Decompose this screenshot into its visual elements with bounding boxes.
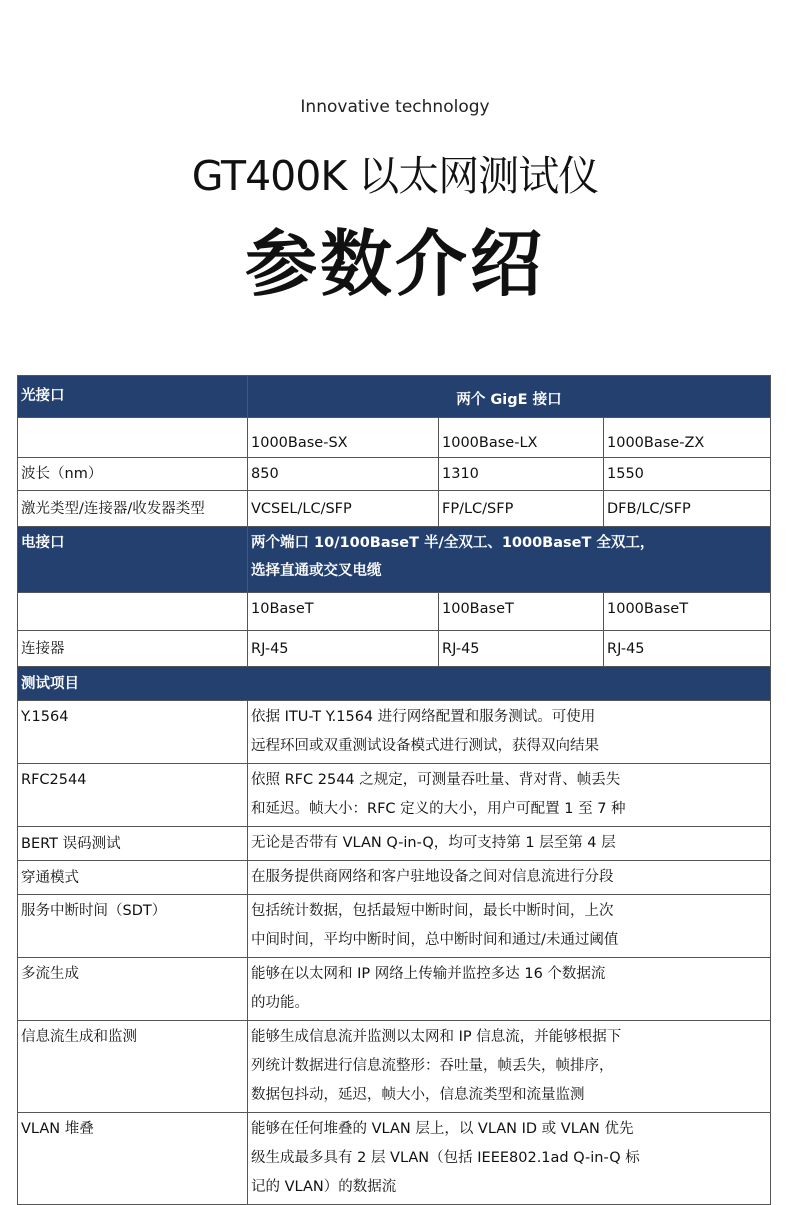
optical-section-label: 光接口 <box>18 376 248 418</box>
optical-row-wavelength <box>18 458 771 491</box>
electrical-col-2: 100BaseT <box>439 593 604 631</box>
test-row <box>18 958 771 1021</box>
optical-row-laser <box>18 491 771 527</box>
row-value: RJ-45 <box>604 631 771 667</box>
test-label: RFC2544 <box>18 764 248 827</box>
test-desc-line: 包括统计数据，包括最短中断时间，最长中断时间，上次 <box>251 903 614 919</box>
electrical-col-3: 1000BaseT <box>604 593 771 631</box>
electrical-section-line-1: 两个端口 10/100BaseT 半/全双工、1000BaseT 全双工， <box>251 535 655 551</box>
row-value: 1550 <box>604 458 771 491</box>
row-value: 1310 <box>439 458 604 491</box>
row-label: 激光类型/连接器/收发器类型 <box>18 491 248 527</box>
optical-cols-row <box>18 418 771 458</box>
test-desc-line: 级生成最多具有 2 层 VLAN（包括 IEEE802.1ad Q-in-Q 标 <box>251 1150 640 1166</box>
test-desc-line: 无论是否带有 VLAN Q-in-Q，均可支持第 1 层至第 4 层 <box>251 835 616 851</box>
test-desc-line: 依据 ITU-T Y.1564 进行网络配置和服务测试。可使用 <box>251 709 596 725</box>
row-value: RJ-45 <box>439 631 604 667</box>
test-label: 服务中断时间（SDT） <box>18 895 248 958</box>
optical-col-1: 1000Base-SX <box>248 418 439 458</box>
test-row <box>18 895 771 958</box>
electrical-col-1: 10BaseT <box>248 593 439 631</box>
optical-col-3: 1000Base-ZX <box>604 418 771 458</box>
row-value: 850 <box>248 458 439 491</box>
electrical-cols-row <box>18 593 771 631</box>
empty-cell <box>18 418 248 458</box>
optical-header-row <box>18 376 771 418</box>
test-desc-line: 能够在以太网和 IP 网络上传输并监控多达 16 个数据流 <box>251 966 606 982</box>
test-desc-line: 能够在任何堆叠的 VLAN 层上，以 VLAN ID 或 VLAN 优先 <box>251 1121 634 1137</box>
row-label: 波长（nm） <box>18 458 248 491</box>
electrical-section-line-2: 选择直通或交叉电缆 <box>251 563 382 579</box>
test-desc-line: 数据包抖动，延迟，帧大小，信息流类型和流量监测 <box>251 1087 585 1103</box>
empty-cell <box>18 593 248 631</box>
test-row <box>18 764 771 827</box>
test-label: BERT 误码测试 <box>18 827 248 861</box>
optical-section-value: 两个 GigE 接口 <box>248 376 771 418</box>
test-row <box>18 1021 771 1113</box>
electrical-header-row <box>18 527 771 593</box>
electrical-section-label: 电接口 <box>18 527 248 593</box>
test-label: 多流生成 <box>18 958 248 1021</box>
test-desc-line: 中间时间，平均中断时间，总中断时间和通过/未通过阈值 <box>251 932 619 948</box>
test-desc-line: 依照 RFC 2544 之规定，可测量吞吐量、背对背、帧丢失 <box>251 772 621 788</box>
test-desc-line: 的功能。 <box>251 995 309 1011</box>
test-row <box>18 861 771 895</box>
test-desc-line: 远程环回或双重测试设备模式进行测试，获得双向结果 <box>251 738 599 754</box>
optical-col-2: 1000Base-LX <box>439 418 604 458</box>
spec-table <box>17 375 771 1205</box>
test-desc-line: 记的 VLAN）的数据流 <box>251 1179 397 1195</box>
test-label: VLAN 堆叠 <box>18 1113 248 1205</box>
row-label: 连接器 <box>18 631 248 667</box>
test-row <box>18 1113 771 1205</box>
page-title: GT400K 以太网测试仪 <box>191 152 599 200</box>
row-value: RJ-45 <box>248 631 439 667</box>
test-label: 信息流生成和监测 <box>18 1021 248 1113</box>
row-value: FP/LC/SFP <box>439 491 604 527</box>
row-value: VCSEL/LC/SFP <box>248 491 439 527</box>
test-row <box>18 827 771 861</box>
test-label: Y.1564 <box>18 701 248 764</box>
subtitle: Innovative technology <box>300 97 490 117</box>
section-heading: 参数介绍 <box>244 222 545 306</box>
test-label: 穿通模式 <box>18 861 248 895</box>
test-row <box>18 701 771 764</box>
test-desc-line: 列统计数据进行信息流整形：吞吐量，帧丢失，帧排序， <box>251 1058 614 1074</box>
tests-section-label: 测试项目 <box>18 667 771 701</box>
row-value: DFB/LC/SFP <box>604 491 771 527</box>
test-desc-line: 能够生成信息流并监测以太网和 IP 信息流，并能够根据下 <box>251 1029 622 1045</box>
test-desc-line: 和延迟。帧大小：RFC 定义的大小，用户可配置 1 至 7 种 <box>251 801 626 817</box>
test-desc-line: 在服务提供商网络和客户驻地设备之间对信息流进行分段 <box>251 869 614 885</box>
tests-header-row <box>18 667 771 701</box>
electrical-row-connector <box>18 631 771 667</box>
